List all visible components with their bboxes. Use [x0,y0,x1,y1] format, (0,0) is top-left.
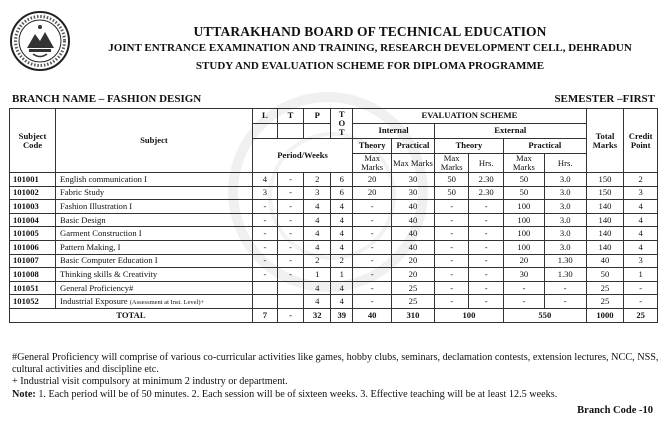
cell-l [252,281,277,295]
header-internal-practical: Practical [392,139,435,154]
cell-ext-practical-hrs: 3.0 [544,213,586,227]
cell-int-theory: - [353,281,392,295]
subject-name: Basic Computer Education I [56,254,253,268]
subject-code: 101051 [10,281,56,295]
header-int-practical-max: Max Marks [392,154,435,173]
cell-credit: 4 [624,200,658,214]
cell-t [277,295,303,309]
cell-int-practical: 40 [392,241,435,255]
cell-tot: 1 [331,268,353,282]
total-int-practical: 310 [392,308,435,322]
cell-total: 40 [586,254,624,268]
cell-ext-theory: - [434,268,469,282]
cell-int-practical: 20 [392,268,435,282]
header-external-theory: Theory [434,139,503,154]
cell-ext-practical-hrs: 3.0 [544,173,586,187]
branch-name: BRANCH NAME – FASHION DESIGN [12,93,202,105]
cell-p: 1 [304,268,331,282]
branch-code: Branch Code -10 [577,405,653,416]
header-int-theory-max: Max Marks [353,154,392,173]
table-row [10,268,658,282]
table-row [10,227,658,241]
cell-total: 140 [586,213,624,227]
cell-l: - [252,213,277,227]
cell-ext-theory: - [434,227,469,241]
cell-int-practical: 25 [392,281,435,295]
cell-tot: 4 [331,200,353,214]
header-t-blank [277,124,303,139]
industrial-visit-note: + Industrial visit compulsory at minimum 2 industry or department. [12,376,288,388]
cell-ext-practical: - [503,295,544,309]
table-row [10,213,658,227]
document-header [0,0,667,86]
cell-ext-theory-hrs: - [469,213,504,227]
cell-t: - [277,173,303,187]
cell-t: - [277,200,303,214]
cell-l: 4 [252,173,277,187]
cell-l: - [252,227,277,241]
general-note [12,389,662,401]
cell-t: - [277,241,303,255]
cell-int-practical: 30 [392,173,435,187]
cell-credit: - [624,281,658,295]
cell-int-practical: 25 [392,295,435,309]
cell-int-theory: - [353,241,392,255]
cell-ext-theory: 50 [434,186,469,200]
subject-code: 101002 [10,186,56,200]
cell-ext-practical: 50 [503,173,544,187]
cell-p: 2 [304,254,331,268]
cell-int-practical: 40 [392,200,435,214]
cell-l: - [252,254,277,268]
table-row [10,295,658,309]
cell-int-theory: - [353,227,392,241]
note-label: Note: [12,388,36,400]
cell-credit: 2 [624,173,658,187]
cell-int-theory: - [353,213,392,227]
cell-tot: 4 [331,227,353,241]
scheme-title: STUDY AND EVALUATION SCHEME FOR DIPLOMA PROGRAMME [195,60,545,72]
total-label: TOTAL [10,308,253,322]
cell-int-theory: 20 [353,186,392,200]
subject-name [56,295,253,309]
header-ext-practical-hrs: Hrs. [544,154,586,173]
table-total-row [10,308,658,322]
cell-ext-practical: 100 [503,241,544,255]
cell-ext-theory-hrs: 2.30 [469,186,504,200]
cell-ext-practical-hrs: 3.0 [544,200,586,214]
cell-ext-theory: - [434,213,469,227]
cell-credit: 3 [624,186,658,200]
footnotes [12,352,662,401]
total-t: - [277,308,303,322]
subject-code: 101001 [10,173,56,187]
cell-tot: 4 [331,281,353,295]
cell-ext-practical: - [503,281,544,295]
cell-p: 4 [304,241,331,255]
cell-total: 150 [586,186,624,200]
subject-name: Garment Construction I [56,227,253,241]
header-ext-practical-max: Max Marks [503,154,544,173]
general-proficiency-note: #General Proficiency will comprise of various co-curricular activities like games, hobby clubs, seminars, declamation contests, extension lectures, NCC, NSS, cultural activities and discipline etc. [12,352,659,376]
cell-tot: 6 [331,173,353,187]
subject-name: Fashion Illustration I [56,200,253,214]
subject-code: 101005 [10,227,56,241]
cell-ext-theory: - [434,295,469,309]
cell-ext-theory-hrs: - [469,254,504,268]
cell-l: - [252,268,277,282]
cell-ext-practical-hrs: 1.30 [544,268,586,282]
cell-total: 150 [586,173,624,187]
cell-ext-theory: - [434,254,469,268]
header-internal: Internal [353,124,435,139]
subject-code: 101052 [10,295,56,309]
header-ext-theory-hrs: Hrs. [469,154,504,173]
cell-l [252,295,277,309]
cell-p: 3 [304,186,331,200]
subject-code: 101006 [10,241,56,255]
cell-p: 2 [304,173,331,187]
board-subtitle: JOINT ENTRANCE EXAMINATION AND TRAINING, RESEARCH DEVELOPMENT CELL, DEHRADUN [108,42,632,54]
cell-credit: 3 [624,254,658,268]
total-ext-practical: 550 [503,308,586,322]
total-ext-theory: 100 [434,308,503,322]
cell-ext-practical: 100 [503,213,544,227]
cell-ext-theory: - [434,200,469,214]
cell-ext-practical: 100 [503,227,544,241]
subject-code: 101008 [10,268,56,282]
cell-ext-practical-hrs: - [544,281,586,295]
subject-name: English communication I [56,173,253,187]
header-evaluation-scheme: EVALUATION SCHEME [353,109,586,124]
cell-int-theory: - [353,200,392,214]
cell-credit: 4 [624,213,658,227]
cell-ext-theory: - [434,241,469,255]
cell-int-practical: 30 [392,186,435,200]
cell-ext-theory-hrs: - [469,268,504,282]
cell-tot: 4 [331,241,353,255]
total-l: 7 [252,308,277,322]
cell-total: 25 [586,281,624,295]
cell-ext-practical: 20 [503,254,544,268]
total-credit: 25 [624,308,658,322]
cell-ext-theory-hrs: - [469,227,504,241]
header-external: External [434,124,586,139]
header-external-practical: Practical [503,139,586,154]
subject-name-note: (Assessment at Inst. Level)+ [129,298,205,306]
cell-p: 4 [304,281,331,295]
cell-ext-practical-hrs: 3.0 [544,186,586,200]
header-period-weeks: Period/Weeks [252,139,352,173]
header-ext-theory-max: Max Marks [434,154,469,173]
cell-total: 140 [586,227,624,241]
cell-p: 4 [304,213,331,227]
cell-total: 140 [586,241,624,255]
table-row [10,186,658,200]
total-int-theory: 40 [353,308,392,322]
cell-l: - [252,200,277,214]
header-credit-point: Credit Point [624,109,658,173]
cell-int-practical: 20 [392,254,435,268]
header-p-blank [304,124,331,139]
table-row [10,281,658,295]
cell-ext-theory-hrs: - [469,281,504,295]
header-l-blank [252,124,277,139]
header-t: T [277,109,303,124]
subject-name: Pattern Making, I [56,241,253,255]
cell-ext-theory-hrs: - [469,241,504,255]
cell-ext-theory-hrs: - [469,200,504,214]
subject-name: Basic Design [56,213,253,227]
total-tot: 39 [331,308,353,322]
cell-ext-practical: 50 [503,186,544,200]
cell-int-practical: 40 [392,213,435,227]
cell-ext-practical-hrs: 1.30 [544,254,586,268]
cell-tot: 2 [331,254,353,268]
cell-int-theory: - [353,268,392,282]
subject-code: 101007 [10,254,56,268]
header-subject: Subject [56,109,253,173]
cell-t: - [277,268,303,282]
cell-credit: - [624,295,658,309]
cell-int-theory: 20 [353,173,392,187]
cell-credit: 4 [624,241,658,255]
cell-t: - [277,227,303,241]
cell-ext-theory: 50 [434,173,469,187]
cell-t: - [277,186,303,200]
subject-name-text: Industrial Exposure [60,295,128,306]
cell-ext-practical: 100 [503,200,544,214]
subject-name: General Proficiency# [56,281,253,295]
cell-t: - [277,254,303,268]
table-row [10,241,658,255]
cell-tot: 4 [331,213,353,227]
board-seal-logo-icon [9,10,71,72]
cell-int-theory: - [353,254,392,268]
table-row [10,254,658,268]
cell-int-practical: 40 [392,227,435,241]
table-row [10,200,658,214]
cell-l: - [252,241,277,255]
header-tot: T O T [331,109,353,139]
cell-int-theory: - [353,295,392,309]
cell-ext-theory-hrs: - [469,295,504,309]
cell-tot: 6 [331,186,353,200]
cell-credit: 4 [624,227,658,241]
cell-p: 4 [304,227,331,241]
cell-ext-practical-hrs: 3.0 [544,227,586,241]
cell-p: 4 [304,200,331,214]
cell-ext-practical: 30 [503,268,544,282]
board-title: UTTARAKHAND BOARD OF TECHNICAL EDUCATION [193,24,547,39]
cell-total: 50 [586,268,624,282]
total-marks: 1000 [586,308,624,322]
cell-ext-practical-hrs: - [544,295,586,309]
cell-tot: 4 [331,295,353,309]
cell-t [277,281,303,295]
header-l: L [252,109,277,124]
cell-credit: 1 [624,268,658,282]
note-text: 1. Each period will be of 50 minutes. 2. Each session will be of sixteen weeks. 3. Effective teaching will be at least 12.5 weeks. [35,388,558,400]
header-p: P [304,109,331,124]
table-row [10,173,658,187]
cell-ext-theory: - [434,281,469,295]
cell-l: 3 [252,186,277,200]
subject-name: Fabric Study [56,186,253,200]
cell-t: - [277,213,303,227]
cell-total: 25 [586,295,624,309]
header-internal-theory: Theory [353,139,392,154]
subject-code: 101004 [10,213,56,227]
total-p: 32 [304,308,331,322]
header-subject-code: Subject Code [10,109,56,173]
cell-total: 140 [586,200,624,214]
subject-code: 101003 [10,200,56,214]
cell-ext-practical-hrs: 3.0 [544,241,586,255]
evaluation-scheme-table [9,108,658,323]
header-total-marks: Total Marks [586,109,624,173]
cell-ext-theory-hrs: 2.30 [469,173,504,187]
cell-p: 4 [304,295,331,309]
semester-label: SEMESTER –FIRST [554,93,655,105]
subject-name: Thinking skills & Creativity [56,268,253,282]
